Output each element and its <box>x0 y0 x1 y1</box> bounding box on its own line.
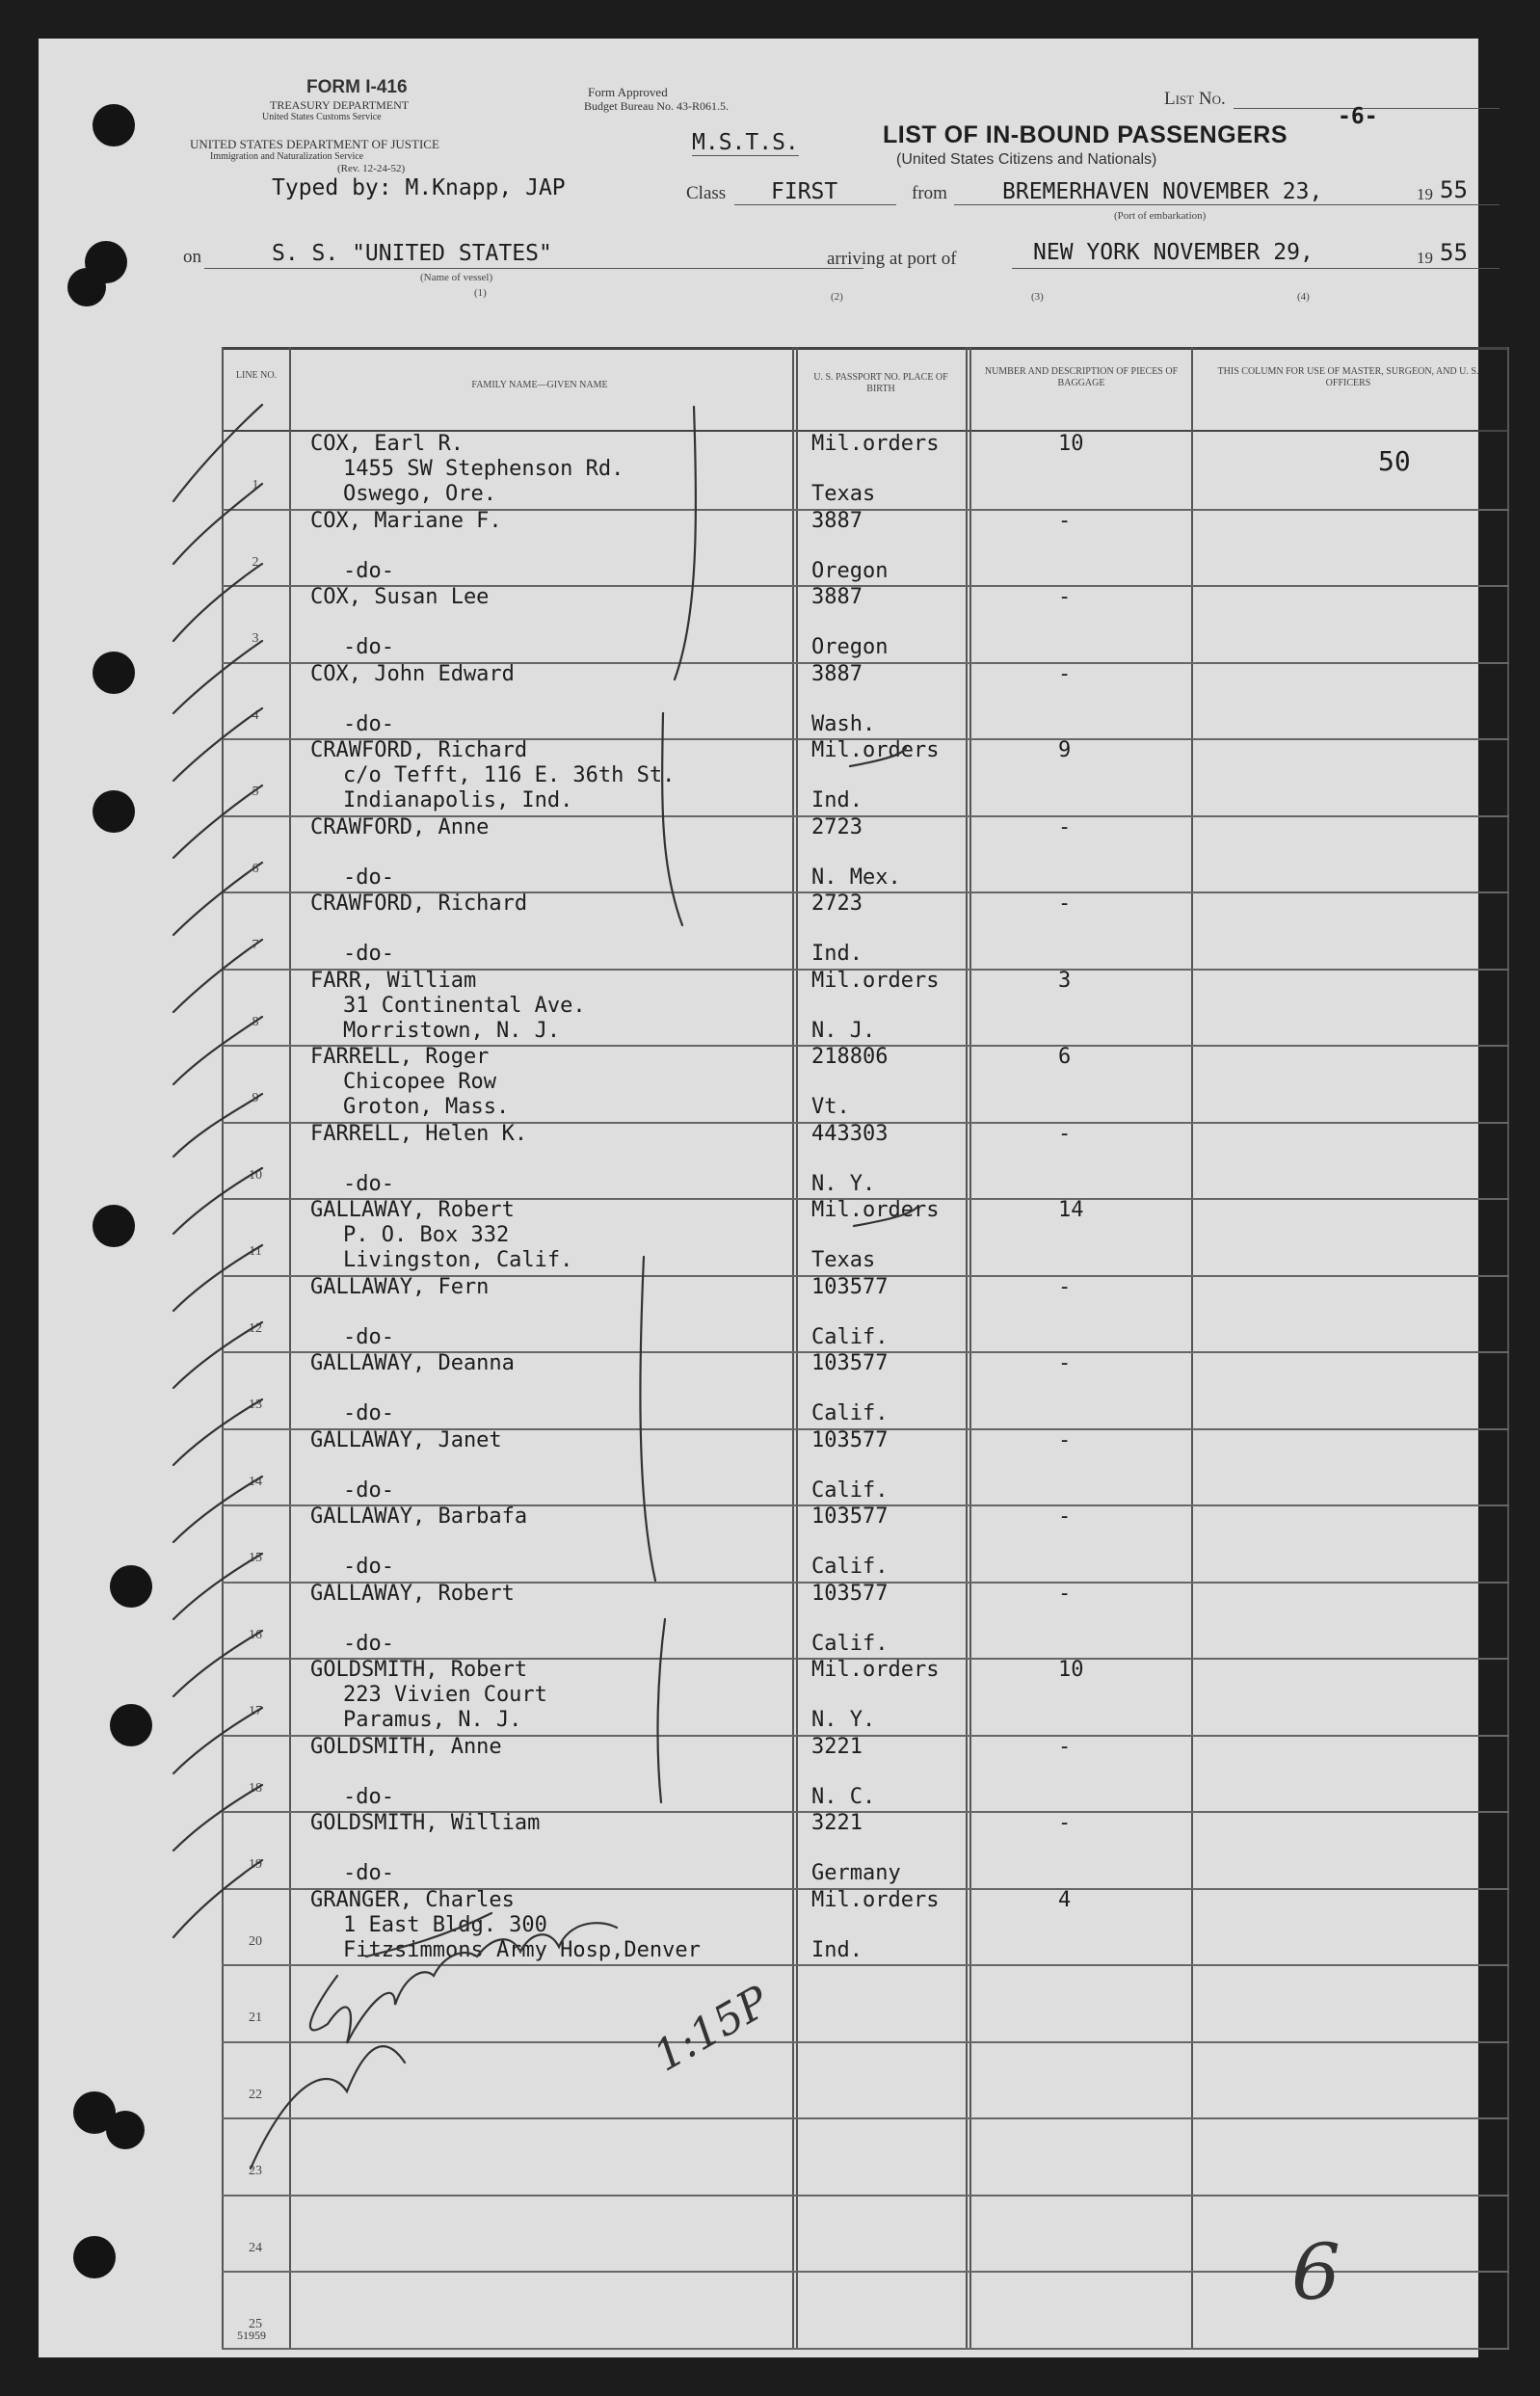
list-no-label: List No. <box>1164 89 1226 109</box>
passenger-address-2: Livingston, Calif. <box>343 1248 573 1272</box>
baggage-count: 6 <box>1058 1045 1072 1069</box>
page-subtitle: (United States Citizens and Nationals) <box>896 151 1157 168</box>
arrival-port-date: NEW YORK NOVEMBER 29, <box>1033 240 1314 265</box>
passenger-address-2: -do- <box>343 1324 394 1349</box>
punch-hole <box>93 790 135 833</box>
passport-number: Mil.orders <box>811 1887 940 1912</box>
dept-customs: United States Customs Service <box>262 112 382 122</box>
baggage-count: - <box>1058 892 1072 916</box>
line-number: 6 <box>252 861 259 876</box>
passenger-name: FARRELL, Roger <box>310 1045 490 1069</box>
passport-number: 2723 <box>811 892 863 916</box>
place-of-birth: N. Y. <box>811 1171 876 1196</box>
col-divider <box>1191 347 1193 2348</box>
row-divider <box>222 2348 1509 2350</box>
line-number: 20 <box>249 1933 262 1949</box>
class-underline <box>734 204 896 205</box>
place-of-birth: Calif. <box>811 1555 889 1579</box>
place-of-birth: N. Mex. <box>811 865 901 890</box>
passport-number: 103577 <box>811 1351 889 1375</box>
place-of-birth: Oregon <box>811 558 889 583</box>
passport-number: 2723 <box>811 814 863 839</box>
row-divider <box>222 2041 1509 2043</box>
dept-immigration: Immigration and Naturalization Service <box>210 151 364 162</box>
officer-notes: 50 <box>1378 445 1411 477</box>
line-number: 12 <box>249 1320 262 1336</box>
col-divider <box>792 347 794 2348</box>
passenger-address-1: P. O. Box 332 <box>343 1223 510 1247</box>
line-number: 5 <box>252 785 259 799</box>
passport-number: Mil.orders <box>811 738 940 762</box>
passenger-address-1: 223 Vivien Court <box>343 1683 547 1707</box>
vessel-name: S. S. "UNITED STATES" <box>272 241 552 266</box>
place-of-birth: Calif. <box>811 1401 889 1425</box>
page-title: LIST OF IN-BOUND PASSENGERS <box>883 121 1288 148</box>
on-label: on <box>183 247 201 267</box>
passenger-name: GOLDSMITH, William <box>310 1811 541 1835</box>
baggage-count: - <box>1058 585 1072 609</box>
place-of-birth: Wash. <box>811 711 876 736</box>
line-number: 14 <box>249 1474 262 1489</box>
line-number: 7 <box>252 938 259 952</box>
baggage-count: - <box>1058 1274 1072 1299</box>
passport-number: Mil.orders <box>811 968 940 993</box>
passenger-name: GALLAWAY, Barbafa <box>310 1504 528 1529</box>
passport-number: 3221 <box>811 1811 863 1835</box>
place-of-birth: Germany <box>811 1861 901 1885</box>
baggage-count: - <box>1058 1121 1072 1146</box>
col-num-3: (3) <box>1031 291 1044 303</box>
passport-number: 103577 <box>811 1274 889 1299</box>
passenger-address-1: 1455 SW Stephenson Rd. <box>343 457 624 481</box>
baggage-count: 9 <box>1058 738 1072 762</box>
passport-number: 3887 <box>811 585 863 609</box>
punch-hole <box>67 268 106 306</box>
passenger-list-page <box>39 39 1478 2357</box>
punch-hole <box>106 2111 145 2149</box>
baggage-count: - <box>1058 508 1072 533</box>
col-num-2: (2) <box>831 291 843 303</box>
place-of-birth: Ind. <box>811 1937 863 1962</box>
baggage-count: - <box>1058 814 1072 839</box>
passenger-address-2: -do- <box>343 1171 394 1196</box>
passenger-name: GRANGER, Charles <box>310 1887 515 1912</box>
arriving-label: arriving at port of <box>827 249 957 269</box>
line-number: 23 <box>249 2164 262 2178</box>
from-label: from <box>912 183 947 203</box>
line-number: 3 <box>252 631 259 646</box>
from-year-prefix: 19 <box>1417 185 1433 203</box>
passenger-address-2: Indianapolis, Ind. <box>343 788 573 812</box>
place-of-birth: Calif. <box>811 1478 889 1503</box>
col-num-4: (4) <box>1297 291 1310 303</box>
form-number: FORM I-416 <box>306 77 408 97</box>
col-header-baggage: NUMBER AND DESCRIPTION OF PIECES OF BAGGAGE <box>984 366 1179 388</box>
passenger-address-2: -do- <box>343 942 394 966</box>
line-number: 21 <box>249 2010 262 2025</box>
passport-number: 443303 <box>811 1121 889 1146</box>
arrival-underline <box>1012 268 1500 269</box>
passport-number: 103577 <box>811 1581 889 1606</box>
passenger-name: CRAWFORD, Richard <box>310 892 528 916</box>
col-divider <box>796 347 798 2348</box>
passenger-name: GALLAWAY, Janet <box>310 1427 502 1452</box>
passenger-name: GOLDSMITH, Robert <box>310 1658 528 1682</box>
baggage-count: 3 <box>1058 968 1072 993</box>
passenger-name: GOLDSMITH, Anne <box>310 1734 502 1759</box>
line-number: 15 <box>249 1551 262 1565</box>
passenger-name: CRAWFORD, Richard <box>310 738 528 762</box>
place-of-birth: N. C. <box>811 1784 876 1809</box>
passenger-address-1: c/o Tefft, 116 E. 36th St. <box>343 763 676 787</box>
passenger-address-2: -do- <box>343 1631 394 1656</box>
passenger-address-2: -do- <box>343 635 394 659</box>
col-header-officers: THIS COLUMN FOR USE OF MASTER, SURGEON, AND U. S. OFFICERS <box>1217 366 1479 388</box>
place-of-birth: N. Y. <box>811 1708 876 1732</box>
line-number: 13 <box>249 1398 262 1412</box>
baggage-count: - <box>1058 1504 1072 1529</box>
punch-hole <box>110 1565 152 1608</box>
place-of-birth: Vt. <box>811 1095 850 1119</box>
passenger-name: GALLAWAY, Fern <box>310 1274 490 1299</box>
passport-number: Mil.orders <box>811 1658 940 1682</box>
passenger-name: FARR, William <box>310 968 477 993</box>
passenger-address-2: Morristown, N. J. <box>343 1018 561 1043</box>
passenger-address-1: Chicopee Row <box>343 1070 496 1094</box>
line-number: 8 <box>252 1014 259 1029</box>
passport-number: 103577 <box>811 1427 889 1452</box>
place-of-birth: Calif. <box>811 1324 889 1349</box>
col-header-name: FAMILY NAME—GIVEN NAME <box>471 380 608 390</box>
line-number: 11 <box>249 1244 262 1259</box>
passport-number: 3887 <box>811 508 863 533</box>
dept-treasury: TREASURY DEPARTMENT <box>270 98 410 112</box>
line-number: 9 <box>252 1091 259 1105</box>
from-year: 55 <box>1440 176 1468 203</box>
place-of-birth: Ind. <box>811 788 863 812</box>
passenger-address-2: Oswego, Ore. <box>343 482 496 506</box>
passenger-address-2: -do- <box>343 865 394 890</box>
baggage-count: - <box>1058 1811 1072 1835</box>
line-number: 4 <box>252 707 259 723</box>
passenger-name: FARRELL, Helen K. <box>310 1121 528 1146</box>
passenger-address-2: -do- <box>343 1784 394 1809</box>
typed-by: Typed by: M.Knapp, JAP <box>272 175 566 200</box>
line-number: 16 <box>249 1627 262 1642</box>
footer-code: 51959 <box>237 2329 266 2342</box>
passport-number: 218806 <box>811 1045 889 1069</box>
passenger-address-2: -do- <box>343 1861 394 1885</box>
row-divider <box>222 2195 1509 2196</box>
passenger-address-2: Groton, Mass. <box>343 1095 510 1119</box>
col-divider <box>969 347 971 2348</box>
place-of-birth: Texas <box>811 482 876 506</box>
line-number: 10 <box>249 1167 262 1183</box>
line-number: 22 <box>249 2087 262 2102</box>
line-number: 1 <box>252 478 259 493</box>
dept-justice: UNITED STATES DEPARTMENT OF JUSTICE <box>190 137 439 151</box>
baggage-count: 4 <box>1058 1887 1072 1912</box>
place-of-birth: Texas <box>811 1248 876 1272</box>
table-top-border <box>222 347 1509 350</box>
passenger-name: COX, Earl R. <box>310 432 464 456</box>
baggage-count: 14 <box>1058 1198 1084 1222</box>
row-divider <box>222 2117 1509 2119</box>
class-label: Class <box>686 183 727 203</box>
form-revision: (Rev. 12-24-52) <box>337 163 406 174</box>
col-divider <box>222 347 224 2348</box>
punch-hole <box>93 1205 135 1247</box>
passenger-name: COX, John Edward <box>310 661 515 686</box>
passenger-address-2: Fitzsimmons Army Hosp,Denver <box>343 1937 701 1962</box>
row-divider <box>222 1964 1509 1966</box>
passport-number: Mil.orders <box>811 432 940 456</box>
punch-hole <box>93 652 135 694</box>
passenger-address-2: -do- <box>343 1401 394 1425</box>
embarkation-port-date: BREMERHAVEN NOVEMBER 23, <box>1002 179 1323 204</box>
baggage-count: 10 <box>1058 432 1084 456</box>
passenger-address-1: 1 East Bldg. 300 <box>343 1912 547 1937</box>
form-approved: Form Approved <box>588 85 668 99</box>
line-number: 19 <box>249 1857 262 1872</box>
passenger-name: GALLAWAY, Robert <box>310 1198 515 1222</box>
place-of-birth: Ind. <box>811 942 863 966</box>
line-number: 25 <box>249 2317 262 2331</box>
arrival-year-prefix: 19 <box>1417 249 1433 267</box>
col-num-1: (1) <box>474 287 487 299</box>
baggage-count: - <box>1058 1734 1072 1759</box>
line-number: 17 <box>249 1704 262 1718</box>
passport-number: 103577 <box>811 1504 889 1529</box>
budget-bureau: Budget Bureau No. 43-R061.5. <box>584 99 729 113</box>
annotation-text: 1:15P <box>646 1977 778 2082</box>
passenger-name: GALLAWAY, Deanna <box>310 1351 515 1375</box>
port-embarkation-caption: (Port of embarkation) <box>1114 210 1207 222</box>
passenger-address-1: 31 Continental Ave. <box>343 993 586 1018</box>
place-of-birth: Calif. <box>811 1631 889 1656</box>
page-number-handwritten: 6 <box>1291 2227 1341 2317</box>
col-header-passport: U. S. PASSPORT NO. PLACE OF BIRTH <box>813 372 948 394</box>
passenger-address-2: -do- <box>343 1555 394 1579</box>
place-of-birth: N. J. <box>811 1018 876 1043</box>
line-number: 18 <box>249 1780 262 1796</box>
line-number: 2 <box>252 554 259 570</box>
class-value: FIRST <box>771 179 838 204</box>
baggage-count: - <box>1058 661 1072 686</box>
baggage-count: - <box>1058 1351 1072 1375</box>
passport-number: 3887 <box>811 661 863 686</box>
passenger-address-2: -do- <box>343 1478 394 1503</box>
vessel-caption: (Name of vessel) <box>420 272 493 283</box>
passenger-name: COX, Susan Lee <box>310 585 490 609</box>
col-divider <box>1507 347 1509 2348</box>
place-of-birth: Oregon <box>811 635 889 659</box>
passport-number: Mil.orders <box>811 1198 940 1222</box>
msts-label: M.S.T.S. <box>692 130 799 155</box>
row-divider <box>222 2271 1509 2273</box>
passenger-name: CRAWFORD, Anne <box>310 814 490 839</box>
arrival-year: 55 <box>1440 239 1468 266</box>
punch-hole <box>73 2236 116 2278</box>
list-no-value: -6- <box>1338 104 1378 129</box>
passenger-name: COX, Mariane F. <box>310 508 502 533</box>
passport-number: 3221 <box>811 1734 863 1759</box>
passenger-name: GALLAWAY, Robert <box>310 1581 515 1606</box>
baggage-count: - <box>1058 1427 1072 1452</box>
baggage-count: - <box>1058 1581 1072 1606</box>
passenger-table <box>222 347 1509 2348</box>
col-divider <box>289 347 291 2348</box>
passenger-address-2: Paramus, N. J. <box>343 1708 522 1732</box>
punch-hole <box>93 104 135 146</box>
col-header-line-no: LINE NO. <box>235 370 278 381</box>
from-underline <box>954 204 1500 205</box>
punch-hole <box>110 1704 152 1746</box>
vessel-underline <box>204 268 863 269</box>
line-number: 24 <box>249 2240 262 2255</box>
col-divider <box>966 347 968 2348</box>
baggage-count: 10 <box>1058 1658 1084 1682</box>
passenger-address-2: -do- <box>343 558 394 583</box>
passenger-address-2: -do- <box>343 711 394 736</box>
